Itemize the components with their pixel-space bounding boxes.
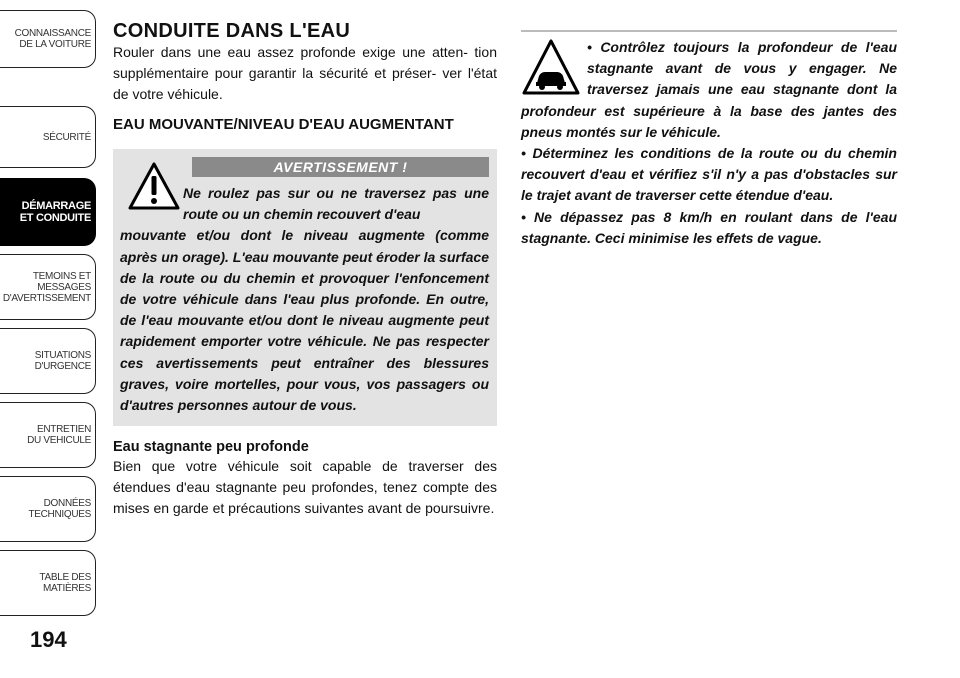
warning-text [120,183,489,416]
caution-bullet-speed: • Ne dépassez pas 8 km/h en roulant dans de l'eau stagnante. Ceci minimise les effets de vague. [521,208,897,246]
warning-box [113,149,497,426]
divider [521,30,897,32]
tab-label: ENTRETIEN DU VEHICULE [27,424,91,446]
subsection-title: EAU MOUVANTE/NIVEAU D'EAU AUGMENTANT [113,116,454,133]
tab-donnees-techniques[interactable] [0,476,96,542]
warning-header: AVERTISSEMENT ! [192,157,489,177]
caution-bullet-depth: • Contrôlez toujours la profondeur de l'eau stagnante avant de vous y engager. Ne traversez jamais une eau stagnante dont la profondeur est supérieure à la base des jantes des pneus montés sur le véhicule. [521,39,897,140]
tab-label: CONNAISSANCE DE LA VOITURE [14,28,91,50]
tab-temoins-messages[interactable] [0,254,96,320]
intro-paragraph: Rouler dans une eau assez profonde exige une atten- tion supplémentaire pour garantir la sécurité et préser- ver l'état de votre véhicule. [113,44,497,102]
page-number: 194 [30,627,67,652]
tab-demarrage-conduite[interactable] [0,178,96,246]
tab-label: TABLE DES MATIÈRES [39,572,91,594]
subsection-title-2: Eau stagnante peu profonde [113,439,309,456]
warning-lead-text: Ne roulez pas sur ou ne traversez pas une route ou un chemin recouvert d'eau [183,185,489,223]
tab-label: TEMOINS ET MESSAGES D'AVERTISSEMENT [2,270,91,304]
tab-situations-urgence[interactable] [0,328,96,394]
tab-table-matieres[interactable] [0,550,96,616]
caution-bullet-conditions: • Déterminez les conditions de la route ou du chemin recouvert d'eau et vérifiez s'il n'y a pas d'obstacles sur le trajet avant de traverser cette étendue d'eau. [521,145,897,204]
tab-label: DONNÉES TECHNIQUES [28,498,91,520]
warning-triangle-icon [128,162,180,210]
tab-label: SITUATIONS D'URGENCE [34,350,91,372]
tab-connaissance-voiture[interactable] [0,10,96,68]
car-water-caution-icon [521,37,581,97]
tab-label: DÉMARRAGE ET CONDUITE [19,200,91,224]
tab-securite[interactable] [0,106,96,168]
tab-entretien-vehicule[interactable] [0,402,96,468]
right-column [521,30,897,249]
warning-body-text: mouvante et/ou dont le niveau augmente (comme après un orage). L'eau mouvante peut éroder la surface de la route ou du chemin et provoquer l'enfoncement de votre véhicule dans l'eau plus profonde. En outre, de l'eau mouvante et/ou dont le niveau augmente peut rapidement emporter votre véhicule. Ne pas respecter ces avertissements peut entraîner des blessures graves, voire mortelles, pour vous, vos passagers ou d'autres personnes autour de vous. [120,227,489,414]
chapter-sidebar [0,0,100,640]
paragraph-2: Bien que votre véhicule soit capable de traverser des étendues d'eau stagnante peu profondes, tenez compte des mises en garde et précautions suivantes avant de poursuivre. [113,458,497,517]
left-column [113,20,497,519]
section-title: CONDUITE DANS L'EAU [113,20,351,42]
tab-label: SÉCURITÉ [42,131,91,143]
